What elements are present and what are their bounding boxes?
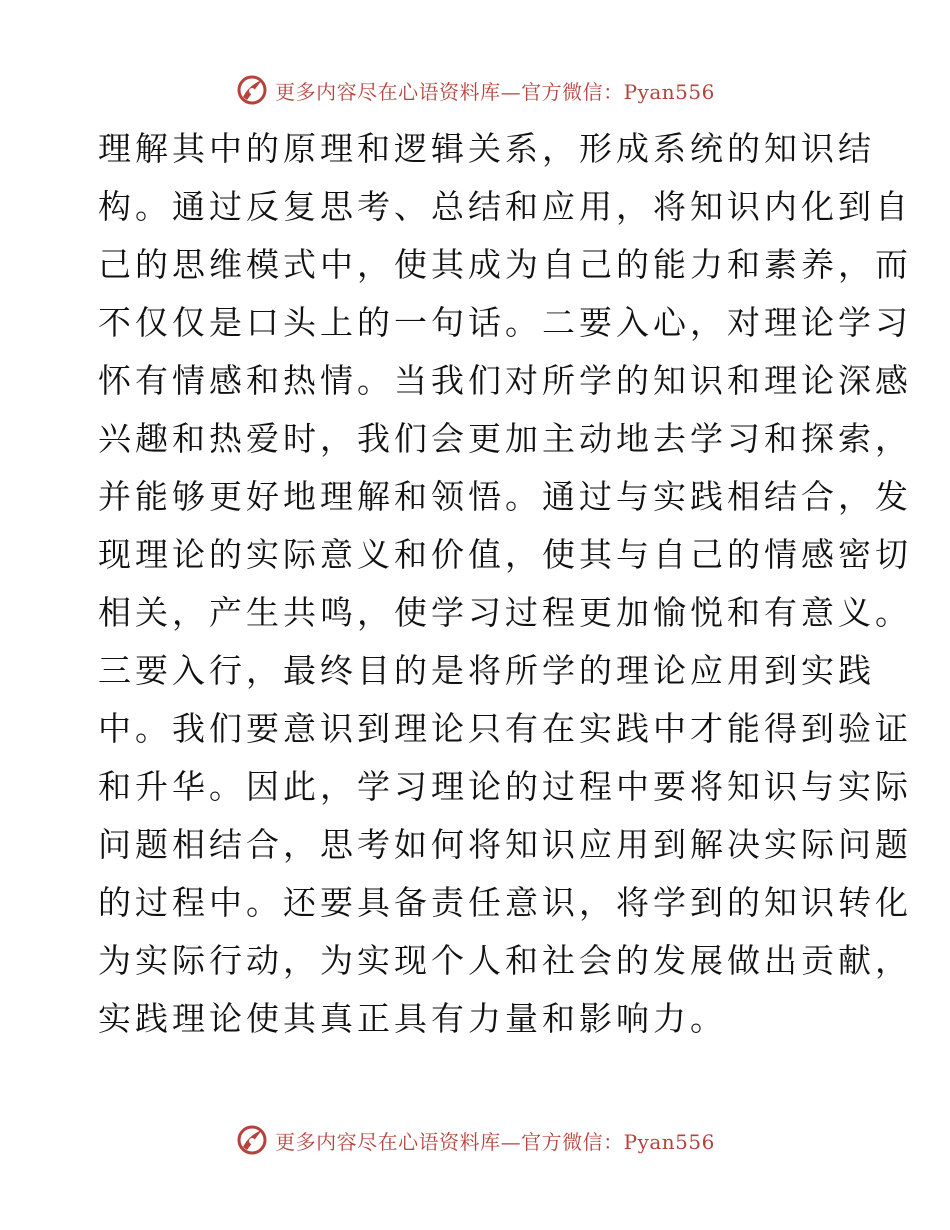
body-line: 怀有情感和热情。当我们对所学的知识和理论深感 — [98, 361, 912, 400]
body-line: 实践理论使其真正具有力量和影响力。 — [98, 999, 727, 1038]
body-line: 三要入行，最终目的是将所学的理论应用到实践 — [98, 651, 875, 690]
body-line: 现理论的实际意义和价值，使其与自己的情感密切 — [98, 535, 912, 574]
brush-circle-logo-icon — [235, 1123, 269, 1157]
body-line: 和升华。因此，学习理论的过程中要将知识与实际 — [98, 767, 912, 806]
body-line: 的过程中。还要具备责任意识，将学到的知识转化 — [98, 883, 912, 922]
body-line: 己的思维模式中，使其成为自己的能力和素养，而 — [98, 245, 912, 284]
footer-banner — [0, 1120, 950, 1160]
body-line: 相关，产生共鸣，使学习过程更加愉悦和有意义。 — [98, 593, 912, 632]
body-line: 不仅仅是口头上的一句话。二要入心，对理论学习 — [98, 303, 912, 342]
body-line: 理解其中的原理和逻辑关系，形成系统的知识结 — [98, 129, 875, 168]
body-line: 并能够更好地理解和领悟。通过与实践相结合，发 — [98, 477, 912, 516]
footer-text: 更多内容尽在心语资料库—官方微信：Pyan556 — [275, 1129, 715, 1154]
document-body — [98, 120, 912, 1048]
body-line: 中。我们要意识到理论只有在实践中才能得到验证 — [98, 709, 912, 748]
body-line: 兴趣和热爱时，我们会更加主动地去学习和探索， — [98, 419, 912, 458]
body-line: 问题相结合，思考如何将知识应用到解决实际问题 — [98, 825, 912, 864]
body-line: 构。通过反复思考、总结和应用，将知识内化到自 — [98, 187, 912, 226]
header-text: 更多内容尽在心语资料库—官方微信：Pyan556 — [275, 79, 715, 104]
body-line: 为实际行动，为实现个人和社会的发展做出贡献， — [98, 941, 912, 980]
brush-circle-logo-icon — [235, 73, 269, 107]
header-banner — [0, 70, 950, 110]
